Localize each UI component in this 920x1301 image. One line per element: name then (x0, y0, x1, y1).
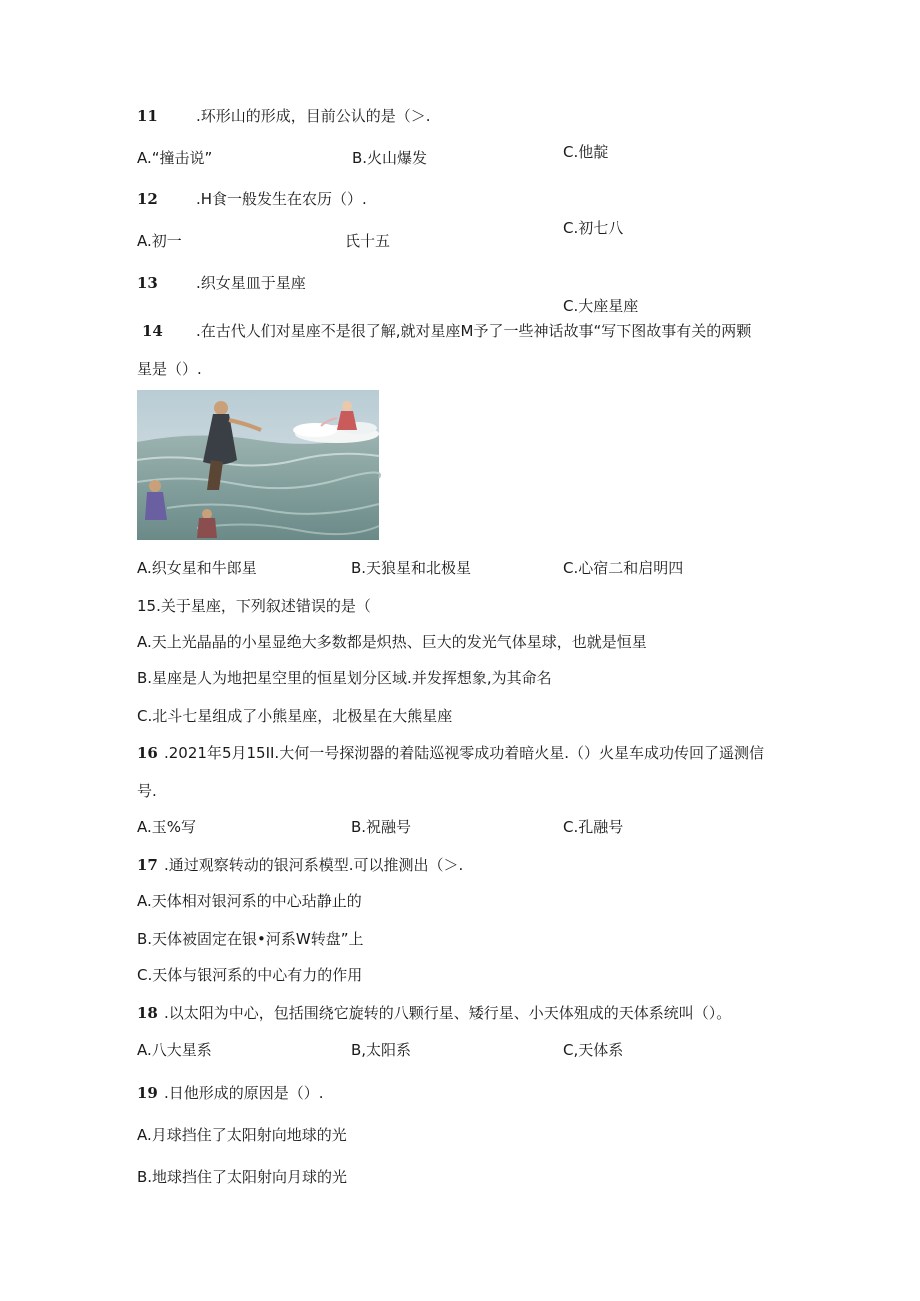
q11-option-b: B.火山爆发 (352, 149, 428, 167)
q14-stem-line2: 星是（）. (137, 360, 202, 378)
q18-option-a: A.八大星系 (137, 1041, 212, 1059)
q18-stem: .以太阳为中心，包括围绕它旋转的八颗行星、矮行星、小天体殂成的天体系统叫（）。 (164, 1004, 732, 1022)
q12-stem: .H食一般发生在农历（）. (196, 190, 367, 208)
q17-option-c: C.天体与银河系的中心有力的作用 (137, 966, 363, 984)
q16-option-c: C.孔融号 (563, 818, 624, 836)
q15-option-a: A.天上光晶晶的小星显绝大多数都是炽热、巨大的发光气体星球，也就是恒星 (137, 633, 647, 651)
q13-cutoff-option (563, 296, 683, 315)
q16-option-a: A.玉%写 (137, 818, 197, 836)
q12-option-a: A.初一 (137, 232, 182, 250)
q18-number: 18 (137, 1004, 158, 1022)
q13-stem: .织女星皿于星座 (196, 274, 306, 292)
q16-stem-line2: 号. (137, 782, 157, 800)
q16-stem-line1: .2021年5月15II.大何一号探沏器的着陆巡视零成功着暗火星.（）火星车成功传回了遥测信 (164, 744, 764, 762)
q15-option-b: B.星座是人为地把星空里的恒星划分区域.并发挥想象,为其命名 (137, 669, 552, 687)
q12-number: 12 (137, 190, 158, 208)
q14-option-b: B.天狼星和北极星 (351, 559, 472, 577)
q19-option-a: A.月球挡住了太阳射向地球的光 (137, 1126, 347, 1144)
q18-option-c: C,天体系 (563, 1041, 624, 1059)
myth-illustration-icon (137, 390, 379, 540)
q12-option-b: 氏十五 (345, 232, 391, 250)
q19-number: 19 (137, 1084, 158, 1102)
myth-illustration-svg (137, 390, 379, 540)
q16-number: 16 (137, 744, 158, 762)
q11-stem: .环形山的形成，目前公认的是（＞. (196, 107, 431, 125)
q14-stem-line1: .在古代人们对星座不是很了解,就对星座M予了一些神话故事“写下图故事有关的两颗 (196, 322, 752, 340)
q17-option-b: B.天体被固定在银•河系W转盘”上 (137, 930, 364, 948)
q14-option-c: C.心宿二和启明四 (563, 559, 684, 577)
q15-option-c: C.北斗七星组成了小熊星座，北极星在大熊星座 (137, 707, 453, 725)
q16-option-b: B.祝融号 (351, 818, 412, 836)
q14-option-a: A.织女星和牛郎星 (137, 559, 257, 577)
q11-option-c: C.他靛 (563, 143, 609, 161)
q18-option-b: B,太阳系 (351, 1041, 412, 1059)
q17-stem: .通过观察转动的银河系模型.可以推测出（＞. (164, 856, 464, 874)
q17-number: 17 (137, 856, 158, 874)
q15-stem: 15.关于星座，下列叙述错误的是（ (137, 597, 371, 615)
q12-option-c: C.初七八 (563, 219, 624, 237)
q14-number: 14 (142, 322, 163, 340)
q19-option-b: B.地球挡住了太阳射向月球的光 (137, 1168, 348, 1186)
q11-number: 11 (137, 107, 158, 125)
q19-stem: .日他形成的原因是（）. (164, 1084, 324, 1102)
q17-option-a: A.天体相对银河系的中心玷静止的 (137, 892, 362, 910)
q11-option-a: A.“撞击说” (137, 149, 213, 167)
q13-number: 13 (137, 274, 158, 292)
q13-cutoff-text: C.大座星座 (563, 297, 639, 315)
